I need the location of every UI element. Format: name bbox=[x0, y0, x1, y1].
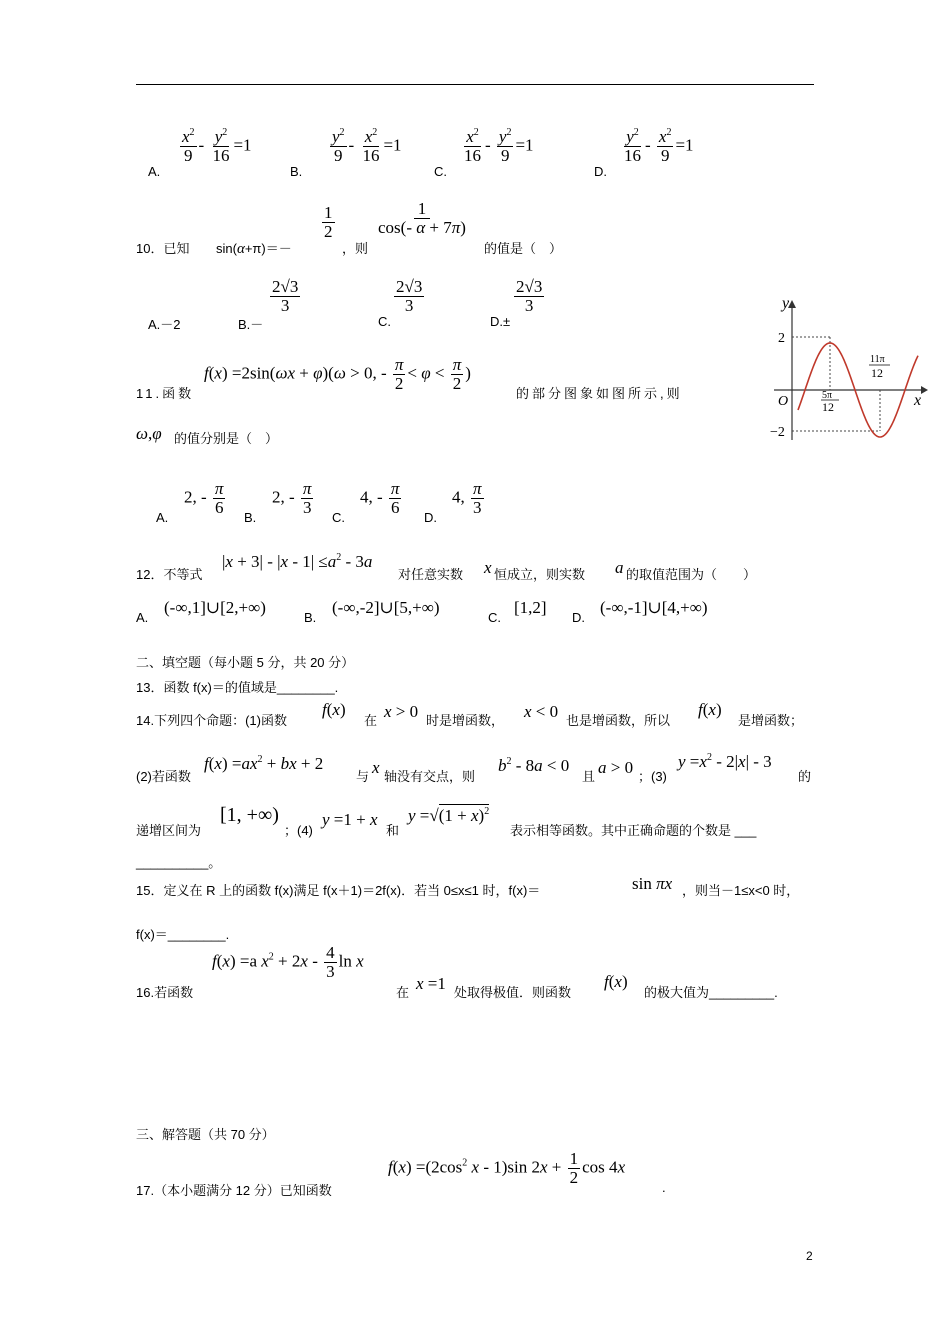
q16-formula: f(x) =a $x^2 + 2x$ - $\frac{4}{3}$ ln x bbox=[212, 943, 364, 981]
q10-half: $\frac{1}{2}$ bbox=[324, 203, 333, 241]
q15-l1b: ，则当－1≤x<0 时， bbox=[682, 883, 800, 898]
header-rule bbox=[136, 84, 814, 85]
q16-tail: 的极大值为_________. bbox=[644, 985, 778, 1000]
q14-l3d: 表示相等函数。其中正确命题的个数是 ___ bbox=[510, 823, 757, 838]
q10-option-c-label: C. bbox=[378, 314, 391, 329]
q14-l3a: 递增区间为 bbox=[136, 823, 202, 838]
q11-option-b-label: B. bbox=[244, 510, 257, 525]
q10-option-b-label: B.－ bbox=[238, 317, 264, 332]
q9-option-a-label: A. bbox=[148, 164, 161, 179]
q14-l2a: (2)若函数 bbox=[136, 769, 191, 784]
q12-option-c-label: C. bbox=[488, 610, 501, 625]
question-11 bbox=[136, 350, 736, 460]
q12-option-a-label: A. bbox=[136, 610, 149, 625]
question-12 bbox=[136, 552, 796, 582]
q11-options bbox=[156, 478, 556, 528]
q14-l2f: 的 bbox=[798, 769, 812, 784]
q16-prefix: 16.若函数 bbox=[136, 985, 194, 1000]
q10-option-a: A.－2 bbox=[148, 317, 181, 332]
q12-var-a: a bbox=[615, 558, 624, 577]
q9-option-d-label: D. bbox=[594, 164, 607, 179]
q10-option-b-value: $\frac{2√3}{3}$ bbox=[272, 277, 299, 315]
q11-prefix: 11.函数 bbox=[136, 386, 195, 401]
q14-a-gt-0: a > 0 bbox=[598, 758, 634, 777]
q14-l3c: 和 bbox=[386, 823, 400, 838]
tick2-numerator: 11π bbox=[870, 354, 885, 365]
q14-sqrt: $y =√(1 + x)^2$ bbox=[408, 806, 490, 825]
tick1-denominator: 12 bbox=[822, 400, 834, 414]
tick1-numerator: 5π bbox=[822, 390, 833, 401]
q15-l1a: 15．定义在 R 上的函数 f(x)满足 f(x＋1)＝2f(x)．若当 0≤x≤1 时，f(x)＝ bbox=[136, 883, 541, 898]
q14-p1: 14.下列四个命题：(1)函数 bbox=[136, 713, 287, 728]
q12-option-a-value: (-∞,1]∪[2,+∞) bbox=[164, 598, 266, 617]
q14-p3: 时是增函数， bbox=[426, 713, 505, 728]
y-axis-arrow bbox=[788, 300, 796, 308]
q11-option-c-label: C. bbox=[332, 510, 345, 525]
q12-prefix: 12．不等式 bbox=[136, 567, 203, 582]
q11-option-a-label: A. bbox=[156, 510, 169, 525]
q12-mid: 对任意实数 bbox=[398, 567, 464, 582]
q12-var-x: x bbox=[484, 558, 492, 577]
q14-l2d: 且 bbox=[582, 769, 596, 784]
q11-option-c-value: 4, - $\frac{\pi}{6}$ bbox=[360, 479, 400, 517]
q11-option-b-value: 2, - $\frac{\pi}{3}$ bbox=[272, 479, 312, 517]
tick2-denominator: 12 bbox=[871, 366, 883, 380]
q12-option-b-value: (-∞,-2]∪[5,+∞) bbox=[332, 598, 440, 617]
q16-x-eq-1: x =1 bbox=[416, 974, 446, 993]
q10-prefix: 10．已知 bbox=[136, 241, 190, 256]
q14-l2c: 轴没有交点，则 bbox=[384, 769, 476, 784]
question-16 bbox=[136, 944, 826, 1004]
q9-option-c-label: C. bbox=[434, 164, 447, 179]
q14-x-gt-0: x > 0 bbox=[384, 702, 419, 721]
q14-l3b: ；(4) bbox=[284, 823, 313, 838]
q14-fx-1: f(x) bbox=[322, 700, 346, 719]
x-axis-arrow bbox=[921, 386, 928, 394]
q11-option-d-value: 4, $\frac{\pi}{3}$ bbox=[452, 479, 482, 517]
q10-comma-then: ，则 bbox=[342, 241, 369, 256]
q11-formula: f(x) =2sin(ωx + φ)(ω > 0, - $\frac{\pi}{2}$ < φ < $\frac{\pi}{2}$ ) bbox=[204, 355, 471, 393]
question-13: 13．函数 f(x)＝的值域是________. bbox=[136, 680, 339, 695]
section-2-heading: 二、填空题（每小题 5 分，共 20 分） bbox=[136, 655, 355, 670]
question-10 bbox=[136, 200, 756, 260]
q15-l2: f(x)＝________. bbox=[136, 927, 230, 942]
q17-formula: $f(x) =(2\cos^2$ x - 1)sin 2x + $\frac{1}{2}$ cos 4x bbox=[388, 1149, 626, 1187]
q15-sin-pi-x: sin πx bbox=[632, 874, 673, 893]
q16-fx: f(x) bbox=[604, 972, 628, 991]
y-axis-label: y bbox=[782, 295, 790, 312]
q11-option-a-value: 2, - $\frac{\pi}{6}$ bbox=[184, 479, 224, 517]
q10-tail: 的值是（ ） bbox=[484, 241, 563, 256]
q16-mid: 在 bbox=[396, 985, 410, 1000]
q11-option-d-label: D. bbox=[424, 510, 437, 525]
question-15 bbox=[136, 872, 836, 942]
q17-prefix: 17.（本小题满分 12 分）已知函数 bbox=[136, 1183, 332, 1198]
q14-l4: __________。 bbox=[136, 855, 222, 870]
y-min-label: −2 bbox=[770, 425, 785, 440]
q10-option-d-label: D.± bbox=[490, 314, 511, 329]
q14-x-axis-var: x bbox=[372, 758, 380, 777]
q14-interval: [1, +∞) bbox=[220, 804, 279, 826]
q11-line2: 的值分别是（ ） bbox=[174, 431, 279, 446]
q9-option-b-formula: $\frac{y^2}{9}$ - $\frac{x^2}{16}$ =1 bbox=[332, 127, 402, 165]
q10-sin: sin(α+π)＝－ bbox=[216, 241, 292, 257]
y-max-label: 2 bbox=[778, 331, 785, 346]
q14-l2e: ；(3) bbox=[638, 769, 667, 784]
q14-linear: y =1 + x bbox=[322, 810, 378, 829]
q11-omega-phi: ω,φ bbox=[136, 424, 162, 443]
question-14 bbox=[136, 700, 826, 870]
page-number: 2 bbox=[806, 1249, 813, 1263]
q14-discriminant: $b^2 - 8a < 0$ bbox=[498, 756, 570, 775]
q11-sine-graph bbox=[768, 294, 934, 444]
q11-tail: 的部分图象如图所示,则 bbox=[516, 386, 683, 401]
q12-inequality: $|x + 3| - |x - 1| \le a^2 - 3a$ bbox=[222, 552, 373, 571]
origin-label: O bbox=[778, 394, 789, 409]
q16-mid2: 处取得极值．则函数 bbox=[454, 985, 572, 1000]
q9-option-d-formula: $\frac{y^2}{16}$ - $\frac{x^2}{9}$ =1 bbox=[624, 127, 694, 165]
q9-option-a-formula: $\frac{x^2}{9}$ - $\frac{y^2}{16}$ =1 bbox=[182, 127, 252, 165]
q17-tail: . bbox=[662, 1180, 666, 1195]
q9-option-b-label: B. bbox=[290, 164, 303, 179]
q14-abs-quadratic: $y =x^2 - 2|x| - 3$ bbox=[678, 752, 772, 771]
q10-options bbox=[148, 278, 608, 338]
q14-p2: 在 bbox=[364, 713, 378, 728]
q9-option-c-formula: $\frac{x^2}{16}$ - $\frac{y^2}{9}$ =1 bbox=[464, 127, 534, 165]
q14-x-lt-0: x < 0 bbox=[524, 702, 559, 721]
section-3-heading: 三、解答题（共 70 分） bbox=[136, 1127, 275, 1142]
q10-option-d-value: $\frac{2√3}{3}$ bbox=[516, 277, 543, 315]
q12-option-d-value: (-∞,-1]∪[4,+∞) bbox=[600, 598, 708, 617]
q12-option-b-label: B. bbox=[304, 610, 317, 625]
q14-p4: 也是增函数，所以 bbox=[566, 713, 671, 728]
q14-l2b: 与 bbox=[356, 769, 370, 784]
question-17 bbox=[136, 1150, 736, 1200]
q12-tail: 的取值范围为（ ） bbox=[626, 567, 757, 582]
q10-option-c-value: $\frac{2√3}{3}$ bbox=[396, 277, 423, 315]
q12-mid2: 恒成立，则实数 bbox=[494, 567, 586, 582]
q12-option-c-value: [1,2] bbox=[514, 598, 547, 617]
q14-p5: 是增函数； bbox=[738, 713, 804, 728]
q14-quadratic: $f(x) =ax^2$ + bx + 2 bbox=[204, 754, 324, 773]
q14-fx-2: f(x) bbox=[698, 700, 722, 719]
q10-fraction: $\frac{1}{\cos(- \alpha + 7\pi)}$ bbox=[378, 199, 466, 237]
x-axis-label: x bbox=[914, 392, 922, 409]
q12-options bbox=[136, 596, 796, 626]
q12-option-d-label: D. bbox=[572, 610, 585, 625]
